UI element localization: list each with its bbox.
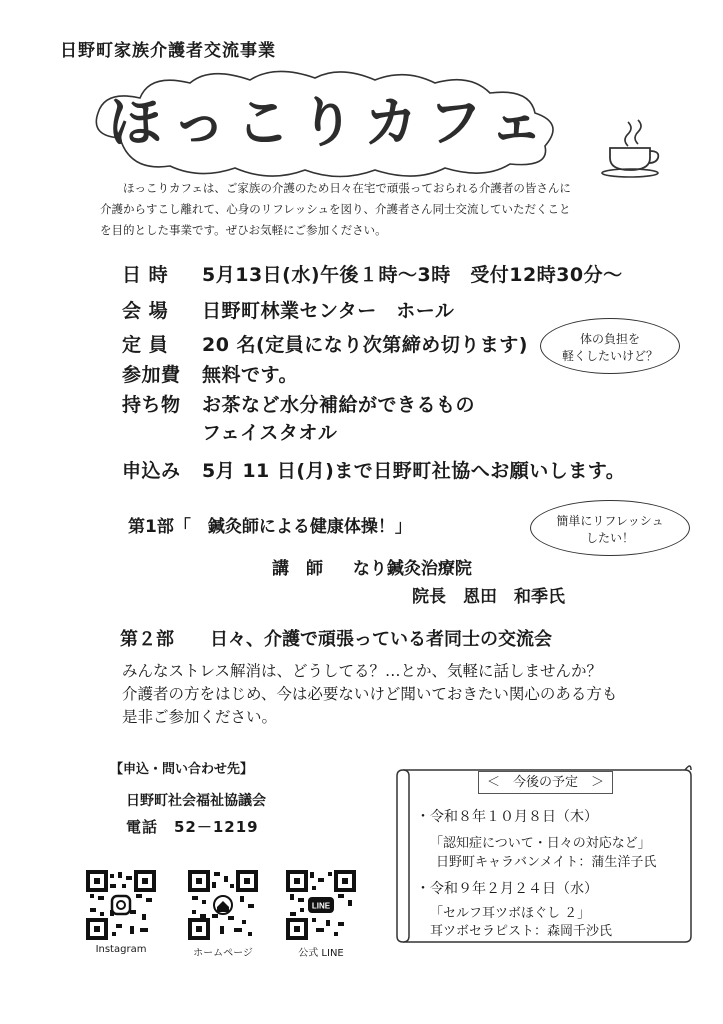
schedule-date: ・令和９年２月２４日（水） (416, 881, 598, 897)
speech-bubble (540, 318, 680, 374)
bring-value: お茶など水分補給ができるもの (202, 394, 476, 416)
bubble-text: 軽くしたいけど？ (561, 349, 658, 363)
qr-caption: Instagram (95, 944, 147, 955)
bring-label: 持ち物 (122, 394, 181, 416)
venue-label: 会 場 (122, 300, 169, 322)
contact-phone: 電話 52－1219 (126, 818, 259, 836)
venue-value: 日野町林業センター ホール (202, 300, 455, 322)
intro-line: ほっこりカフェは、ご家族の介護のため日々在宅で頑張っておられる介護者の皆さんに (123, 181, 571, 195)
line-qr-code[interactable] (286, 870, 356, 940)
part2-description (122, 660, 617, 729)
desc-line: みんなストレス解消は、どうしてる？…とか、気軽に話しませんか？ (122, 662, 603, 680)
intro-text (100, 178, 640, 241)
schedule-date: ・令和８年１０月８日（木） (416, 809, 598, 825)
bring-row (122, 390, 475, 417)
date-label: 日 時 (122, 264, 169, 286)
venue-row (122, 296, 454, 323)
capacity-value: 20 名(定員になり次第締め切ります) (202, 334, 528, 356)
bubble-text: したい！ (585, 531, 634, 545)
bubble-text: 体の負担を (579, 332, 640, 346)
intro-line: を目的とした事業です。ぜひお気軽にご参加ください。 (100, 223, 387, 237)
capacity-label: 定 員 (122, 334, 169, 356)
apply-label: 申込み (122, 460, 181, 482)
lecturer-org: なり鍼灸治療院 (352, 559, 472, 579)
coffee-cup-icon (598, 118, 668, 178)
fee-label: 参加費 (122, 364, 181, 386)
qr-caption: ホームページ (193, 948, 253, 959)
desc-line: 是非ご参加ください。 (122, 708, 278, 726)
part2-title: 第２部 日々、介護で頑張っている者同士の交流会 (120, 629, 552, 650)
qr-caption: 公式 LINE (298, 948, 344, 959)
page-title: ほっこりカフェ (108, 91, 554, 154)
homepage-qr-code[interactable] (188, 870, 258, 940)
schedule-speaker: 耳ツボセラピスト：森岡千沙氏 (430, 924, 613, 939)
schedule-speaker: 日野町キャラバンメイト：蒲生洋子氏 (436, 855, 657, 870)
apply-row (122, 456, 625, 483)
desc-line: 介護者の方をはじめ、今は必要ないけど聞いておきたい関心のある方も (122, 685, 618, 703)
speech-bubble (530, 500, 690, 556)
contact-org: 日野町社会福祉協議会 (126, 793, 266, 809)
schedule-topic: 「認知症について・日々の対応など」 (430, 836, 651, 851)
apply-value: 5月 11 日(月)まで日野町社協へお願いします。 (202, 460, 626, 482)
intro-line: 介護からすこし離れて、心身のリフレッシュを図り、介護者さん同士交流していただくこと (100, 202, 571, 216)
lecturer-label: 講 師 (272, 559, 323, 579)
instagram-qr-code[interactable] (86, 870, 156, 940)
capacity-row (122, 330, 528, 357)
program-name: 日野町家族介護者交流事業 (60, 41, 276, 61)
schedule-topic: 「セルフ耳ツボほぐし ２」 (430, 906, 591, 921)
date-row (122, 260, 623, 287)
part1-title: 第1部「 鍼灸師による健康体操！」 (128, 517, 412, 537)
fee-value: 無料です。 (202, 364, 298, 386)
fee-row (122, 360, 298, 387)
contact-heading: 【申込・問い合わせ先】 (110, 762, 254, 777)
bring-value-2: フェイスタオル (202, 422, 338, 444)
lecturer-row (272, 554, 472, 579)
lecturer-name: 院長 恩田 和季氏 (412, 587, 565, 607)
schedule-heading: ＜ 今後の予定 ＞ (478, 771, 613, 794)
bubble-text: 簡単にリフレッシュ (556, 514, 664, 528)
date-value: 5月13日(水)午後１時～3時 受付12時30分～ (202, 264, 623, 286)
svg-text:LINE: LINE (311, 901, 331, 911)
